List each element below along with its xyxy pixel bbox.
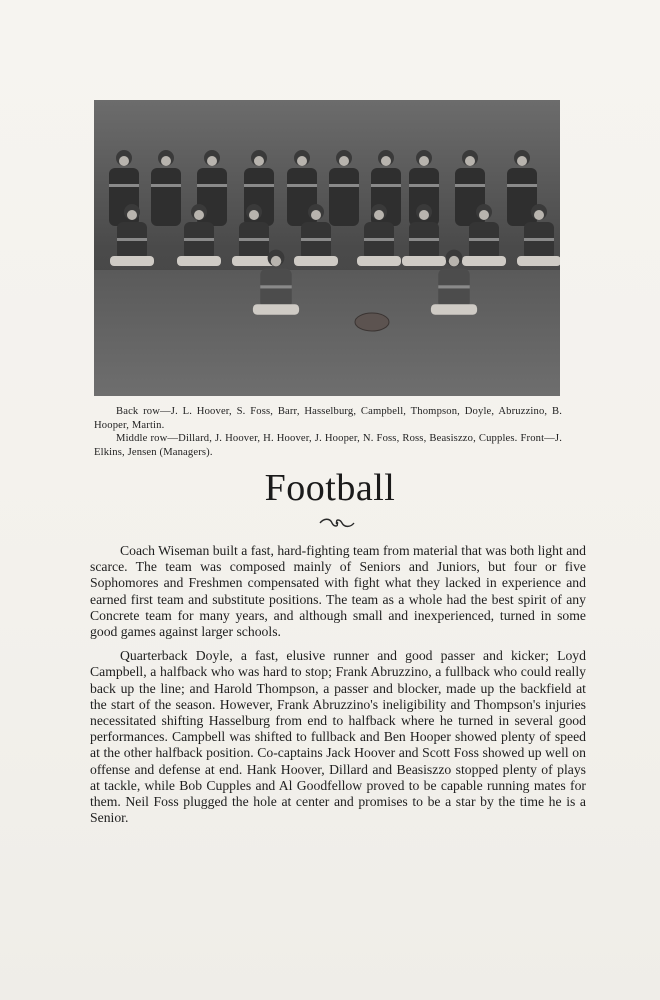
football-icon [355,313,389,331]
page-title: Football [264,467,396,509]
article-body [90,543,586,834]
photo-caption [94,405,562,459]
team-photo-illustration [94,100,560,396]
caption-back-row: Back row—J. L. Hoover, S. Foss, Barr, Hasselburg, Campbell, Thompson, Doyle, Abruzzino, B. Hooper, Martin. [94,406,562,431]
caption-middle-front-row: Middle row—Dillard, J. Hoover, H. Hoover, J. Hooper, N. Foss, Ross, Beasiszzo, Cupples. Front—J. Elkins, Jensen (Managers). [94,433,562,458]
article-paragraph-2: Quarterback Doyle, a fast, elusive runner and good passer and kicker; Loyd Campbell, a halfback who was hard to stop; Frank Abruzzino, a fullback who could really back up the line; and Harold Thompson, a passer and blocker, made up the backfield at the start of the season. However, Frank Abruzzino's ineligibility and Thompson's injuries necessitated shifting Hasselburg from end to halfback where he turned in several good performances. Campbell was shifted to fullback and Ben Hooper showed plenty of speed at the other halfback position. Co-captains Jack Hoover and Scott Foss showed up well on offense and defense at end. Hank Hoover, Dillard and Beasiszzo stopped plenty of plays at tackle, while Bob Cupples and Al Goodfellow proved to be capable running mates for them. Neil Foss plugged the hole at center and promises to be a star by the time he is a Senior. [90,648,586,826]
team-photo [94,100,560,396]
article-paragraph-1: Coach Wiseman built a fast, hard-fighting team from material that was both light and scarce. The team was composed mainly of Seniors and Juniors, but four or five Sophomores and Freshmen compensated with fight what they lacked in experience and earned first team and substitute positions. The team as a whole had the best spirit of any Concrete team for many years, and although small and inexperienced, turned in some good games against larger schools. [90,543,586,640]
ornament-divider-icon [318,516,356,530]
